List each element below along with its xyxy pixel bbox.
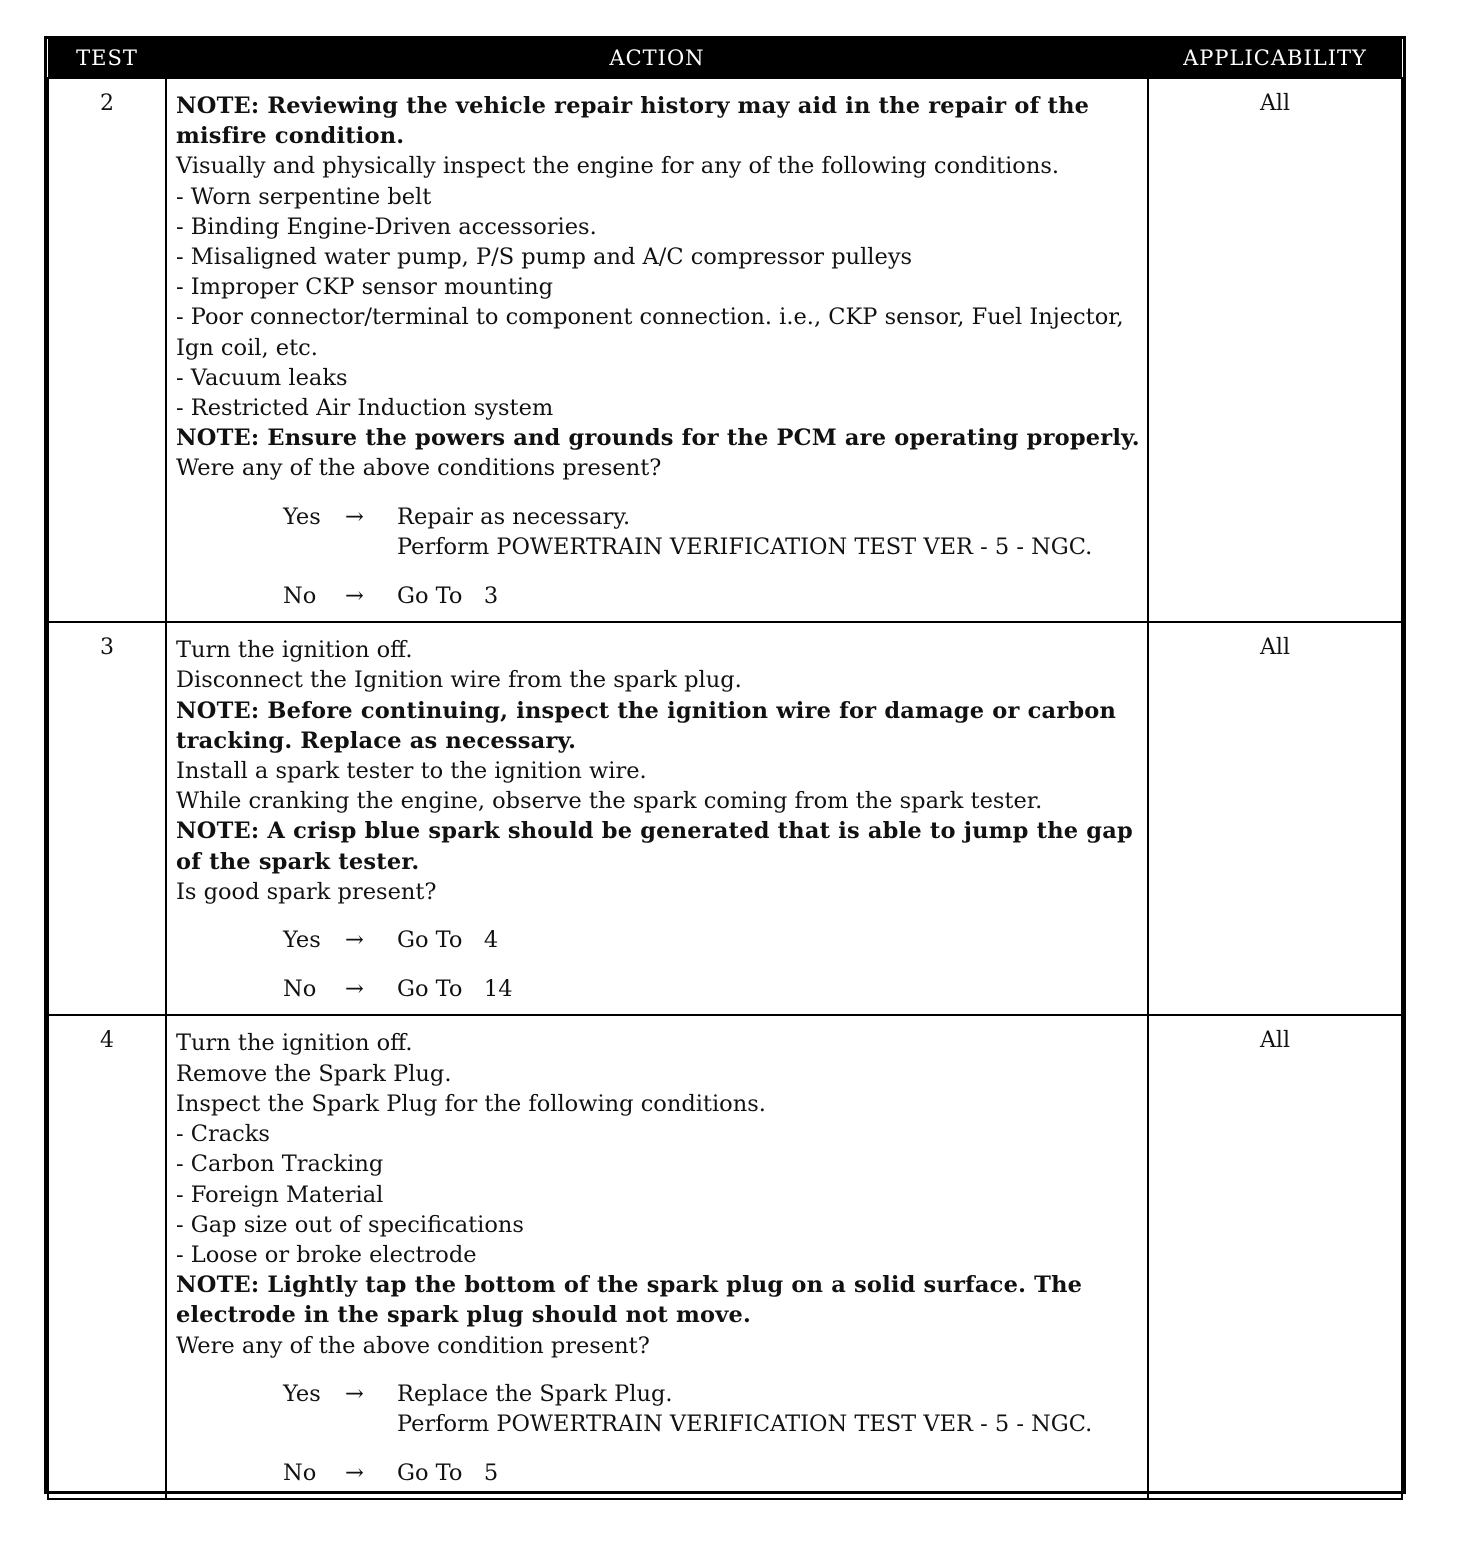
instruction-line: - Improper CKP sensor mounting [176,274,553,301]
choice-answer: No [283,1460,317,1487]
right-arrow-icon: → [345,1460,364,1487]
result-line: Perform POWERTRAIN VERIFICATION TEST VER - 5 - NGC. [397,1410,1093,1437]
header-action: ACTION [166,39,1148,78]
instruction-line: - Foreign Material [176,1181,384,1208]
action-cell [166,622,1148,1015]
note-line: NOTE: Before continuing, inspect the ignition wire for damage or carbon [176,697,1117,724]
instruction-line: Remove the Spark Plug. [176,1060,452,1087]
instruction-line: - Misaligned water pump, P/S pump and A/C compressor pulleys [176,244,913,271]
instruction-line: - Vacuum leaks [176,364,348,391]
choice-result [397,502,1092,562]
choice-result [397,581,498,611]
choice-answer: No [283,976,317,1003]
result-line: Replace the Spark Plug. [397,1380,673,1407]
right-arrow-icon: → [345,503,364,530]
instruction-line: - Carbon Tracking [176,1151,384,1178]
instruction-line: Were any of the above conditions present? [176,455,662,482]
instruction-line: - Worn serpentine belt [176,183,432,210]
choice-answer: Yes [283,927,321,954]
choice-no [283,1458,1139,1488]
table-row [48,1015,1402,1499]
choice-result [397,1379,1092,1439]
table-header-row [48,39,1402,78]
table-row [48,78,1402,622]
note-line: NOTE: A crisp blue spark should be generated that is able to jump the gap [176,818,1133,845]
result-line: Perform POWERTRAIN VERIFICATION TEST VER - 5 - NGC. [397,533,1093,560]
choice-result [397,1458,498,1488]
test-number: 2 [48,78,166,622]
right-arrow-icon: → [345,1380,364,1407]
note-line: misfire condition. [176,123,405,150]
instruction-line: Were any of the above condition present? [176,1332,650,1359]
choice-result [397,974,513,1004]
choice-no [283,974,1139,1004]
instruction-line: - Binding Engine-Driven accessories. [176,213,597,240]
header-test: TEST [48,39,166,78]
choice-answer: No [283,583,317,610]
note-line: NOTE: Reviewing the vehicle repair history may aid in the repair of the [176,93,1090,119]
note-line: NOTE: Lightly tap the bottom of the spark plug on a solid surface. The [176,1272,1083,1299]
choice-answer: Yes [283,1380,321,1407]
instruction-line: Inspect the Spark Plug for the following conditions. [176,1090,766,1117]
action-cell [166,78,1148,622]
note-line: electrode in the spark plug should not move. [176,1302,752,1329]
header-applicability: APPLICABILITY [1148,39,1402,78]
note-line: NOTE: Ensure the powers and grounds for the PCM are operating properly. [176,425,1140,452]
instruction-line: Disconnect the Ignition wire from the spark plug. [176,667,742,694]
applicability-value: All [1148,622,1402,1015]
instruction-line: Ign coil, etc. [176,334,318,361]
action-cell [166,1015,1148,1499]
instruction-line: - Gap size out of specifications [176,1211,524,1238]
result-line: Go To 14 [397,976,513,1003]
diagnostic-table-sheet [44,36,1406,1494]
instruction-line: Install a spark tester to the ignition wire. [176,758,647,785]
result-line: Go To 4 [397,927,499,954]
result-line: Go To 5 [397,1460,499,1487]
result-line: Repair as necessary. [397,503,631,530]
instruction-line: While cranking the engine, observe the spark coming from the spark tester. [176,788,1043,815]
choice-no [283,581,1139,611]
choice-list [176,502,1139,612]
applicability-value: All [1148,1015,1402,1499]
instruction-line: - Loose or broke electrode [176,1241,477,1268]
choice-yes [283,1379,1139,1439]
choice-list [176,1379,1139,1489]
instruction-line: Turn the ignition off. [176,637,413,664]
choice-list [176,925,1139,1004]
applicability-value: All [1148,78,1402,622]
note-line: tracking. Replace as necessary. [176,727,577,754]
diagnostic-table [47,39,1403,1500]
choice-answer: Yes [283,503,321,530]
instruction-line: Turn the ignition off. [176,1030,413,1057]
instruction-line: - Restricted Air Induction system [176,395,554,422]
instruction-line: - Cracks [176,1121,270,1148]
test-number: 3 [48,622,166,1015]
instruction-line: - Poor connector/terminal to component connection. i.e., CKP sensor, Fuel Injector, [176,304,1124,331]
instruction-line: Visually and physically inspect the engine for any of the following conditions. [176,153,1060,180]
right-arrow-icon: → [345,927,364,954]
instruction-line: Is good spark present? [176,878,437,905]
choice-yes [283,925,1139,955]
choice-yes [283,502,1139,562]
result-line: Go To 3 [397,583,499,610]
table-row [48,622,1402,1015]
note-line: of the spark tester. [176,848,420,875]
test-number: 4 [48,1015,166,1499]
choice-result [397,925,498,955]
right-arrow-icon: → [345,976,364,1003]
right-arrow-icon: → [345,583,364,610]
